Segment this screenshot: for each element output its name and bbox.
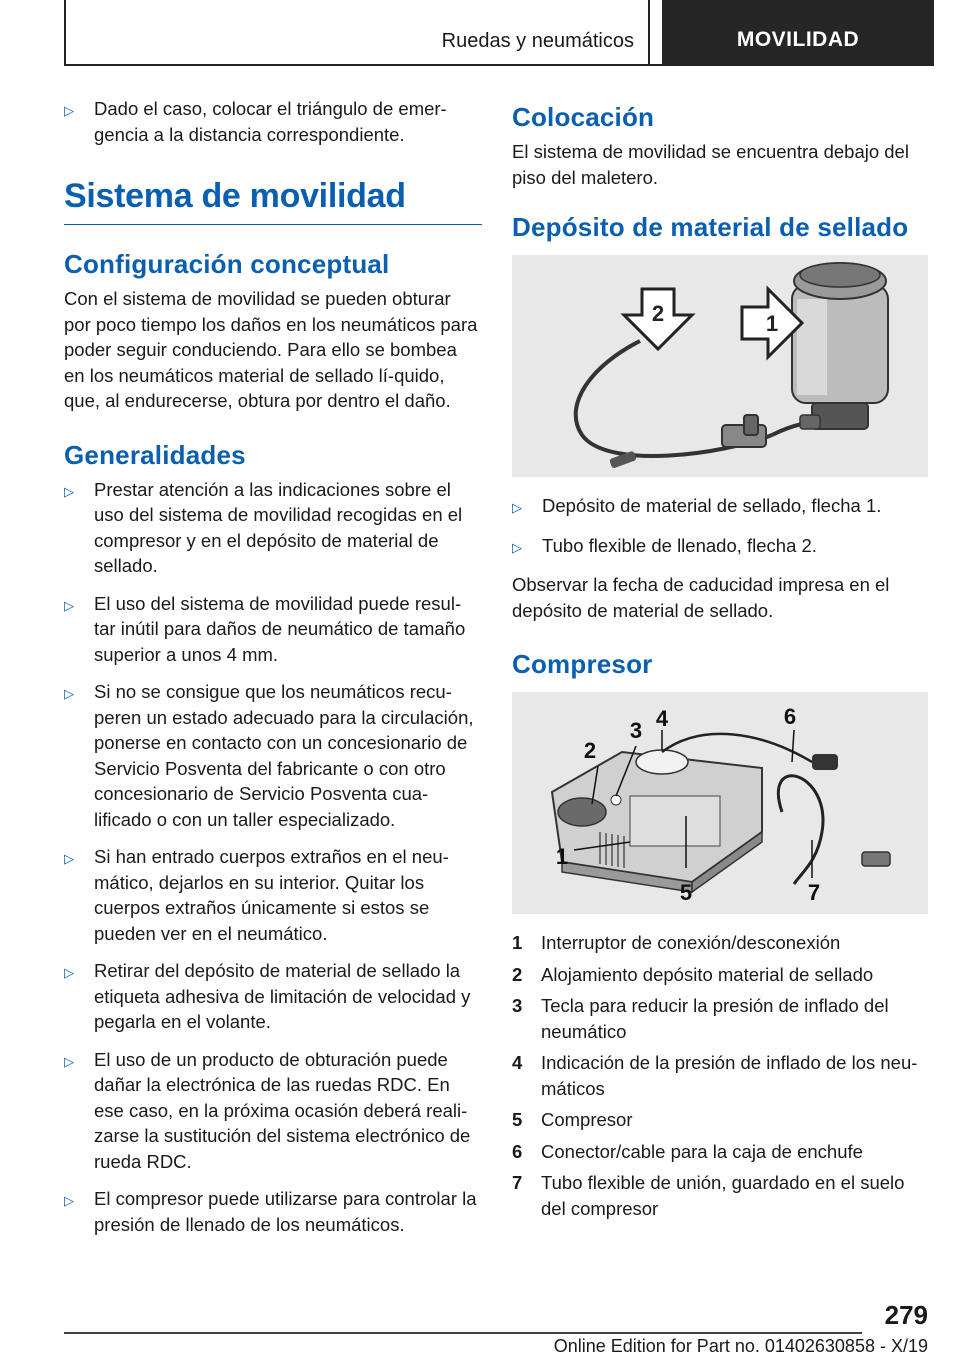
legend-number: 1 <box>512 932 523 953</box>
figure-label: 7 <box>807 880 821 905</box>
legend-item <box>512 1107 928 1133</box>
compressor-heading: Compresor <box>512 649 653 679</box>
triangle-right-outline-icon: ▷ <box>512 500 522 515</box>
legend-text: Tecla para reducir la presión de inflado del neumático <box>541 995 889 1042</box>
deposit-heading: Depósito de material de sellado <box>512 212 909 242</box>
compressor-drawing <box>512 692 928 914</box>
list-item <box>64 679 482 832</box>
list-item <box>64 96 482 147</box>
right-column <box>512 96 928 1227</box>
triangle-right-outline-icon: ▷ <box>64 965 74 980</box>
legend-item <box>512 1139 928 1165</box>
list-item <box>64 844 482 946</box>
concept-paragraph: Con el sistema de movilidad se pueden obturar por poco tiempo los daños en los neumáticos para poder seguir conduciendo. Para ello se bombea en los neumáticos material de sellado lí-quido, que, al endurecerse, obtura por dentro el daño. <box>64 288 478 411</box>
header-rule <box>64 64 934 66</box>
sealant-deposit-drawing <box>512 255 928 477</box>
triangle-right-outline-icon: ▷ <box>64 103 74 118</box>
deposit-note: Observar la fecha de caducidad impresa en el depósito de material de sellado. <box>512 574 890 621</box>
legend-number: 3 <box>512 995 523 1016</box>
list-item <box>64 1186 482 1237</box>
triangle-right-outline-icon: ▷ <box>64 1193 74 1208</box>
triangle-right-outline-icon: ▷ <box>64 597 74 613</box>
legend-number: 5 <box>512 1109 523 1130</box>
triangle-right-outline-icon: ▷ <box>64 851 74 866</box>
legend-item <box>512 1050 928 1101</box>
list-item-text: El uso del sistema de movilidad puede resul-tar inútil para daños de neumático de tamaño superior a unos 4 mm. <box>94 592 466 665</box>
figure-label: 5 <box>679 880 693 905</box>
legend-number: 4 <box>512 1052 523 1073</box>
compressor-legend <box>512 930 928 1221</box>
triangle-right-outline-icon: ▷ <box>64 483 74 499</box>
compressor-illustration <box>512 692 928 914</box>
list-item <box>64 958 482 1035</box>
page-number: 279 <box>884 1300 928 1330</box>
placement-heading: Colocación <box>512 102 655 132</box>
list-item <box>64 477 482 579</box>
general-heading: Generalidades <box>64 439 246 470</box>
sealant-deposit-illustration <box>512 255 928 477</box>
general-list <box>64 477 482 1238</box>
legend-text: Tubo flexible de unión, guardado en el suelo del compresor <box>541 1172 905 1219</box>
legend-item <box>512 993 928 1044</box>
figure-label: 4 <box>655 706 669 731</box>
header-divider <box>648 0 650 64</box>
list-item-text: Depósito de material de sellado, flecha 1. <box>542 495 882 516</box>
list-item <box>64 591 482 668</box>
list-item <box>512 493 928 521</box>
header-divider <box>64 0 66 64</box>
triangle-right-outline-icon: ▷ <box>64 1053 74 1069</box>
figure-label: 1 <box>765 311 779 336</box>
concept-heading: Configuración conceptual <box>64 249 390 279</box>
figure-label: 2 <box>651 301 665 326</box>
list-item-text: Retirar del depósito de material de sellado la etiqueta adhesiva de limitación de velocidad y pegarla en el volante. <box>94 960 471 1032</box>
header-section-title: Ruedas y neumáticos <box>441 30 634 52</box>
triangle-right-outline-icon: ▷ <box>512 539 522 555</box>
legend-text: Interruptor de conexión/desconexión <box>541 932 841 953</box>
legend-item <box>512 930 928 956</box>
legend-item <box>512 1170 928 1221</box>
list-item-text: El uso de un producto de obturación puede dañar la electrónica de las ruedas RDC. En ese caso, en la próxima ocasión deberá reali-zarse la sustitución del sistema electrónico de rueda RDC. <box>94 1048 471 1172</box>
legend-number: 6 <box>512 1140 523 1162</box>
list-item-text: Prestar atención a las indicaciones sobre el uso del sistema de movilidad recogidas en el compresor y en el depósito de material de sellado. <box>94 478 463 576</box>
list-item-text: Tubo flexible de llenado, flecha 2. <box>542 534 817 556</box>
footer-edition: Online Edition for Part no. 01402630858 - X/19 <box>553 1336 928 1356</box>
footer-rule <box>64 1332 862 1334</box>
figure-label: 2 <box>583 738 597 763</box>
legend-text: Indicación de la presión de inflado de los neu-máticos <box>541 1052 918 1099</box>
section-title: Sistema de movilidad <box>64 177 482 225</box>
legend-number: 2 <box>512 963 523 985</box>
legend-text: Compresor <box>541 1109 633 1130</box>
header-chapter-badge: MOVILIDAD <box>662 0 934 64</box>
figure-label: 3 <box>629 718 643 743</box>
list-item-text: Dado el caso, colocar el triángulo de emer-gencia a la distancia correspondiente. <box>94 98 447 145</box>
list-item <box>64 1047 482 1175</box>
list-item-text: Si no se consigue que los neumáticos recu-peren un estado adecuado para la circulación, ponerse en contacto con un concesionario de Servicio Posventa del fabricante o con otro concesionario de Servicio Posventa cua-lificado o con un taller especializado. <box>94 681 474 830</box>
triangle-right-outline-icon: ▷ <box>64 686 74 701</box>
figure-label: 6 <box>783 704 797 729</box>
list-item-text: El compresor puede utilizarse para controlar la presión de llenado de los neumáticos. <box>94 1188 477 1235</box>
list-item-text: Si han entrado cuerpos extraños en el neu-mático, dejarlos en su interior. Quitar los cuerpos extraños únicamente si estos se pueden ver en el neumático. <box>94 846 449 944</box>
legend-text: Alojamiento depósito material de sellado <box>541 963 874 985</box>
legend-item <box>512 962 928 988</box>
list-item <box>512 533 928 561</box>
placement-paragraph: El sistema de movilidad se encuentra debajo del piso del maletero. <box>512 141 909 188</box>
legend-text: Conector/cable para la caja de enchufe <box>541 1140 863 1162</box>
figure-label: 1 <box>555 844 569 869</box>
legend-number: 7 <box>512 1172 523 1193</box>
left-column <box>64 96 482 1249</box>
